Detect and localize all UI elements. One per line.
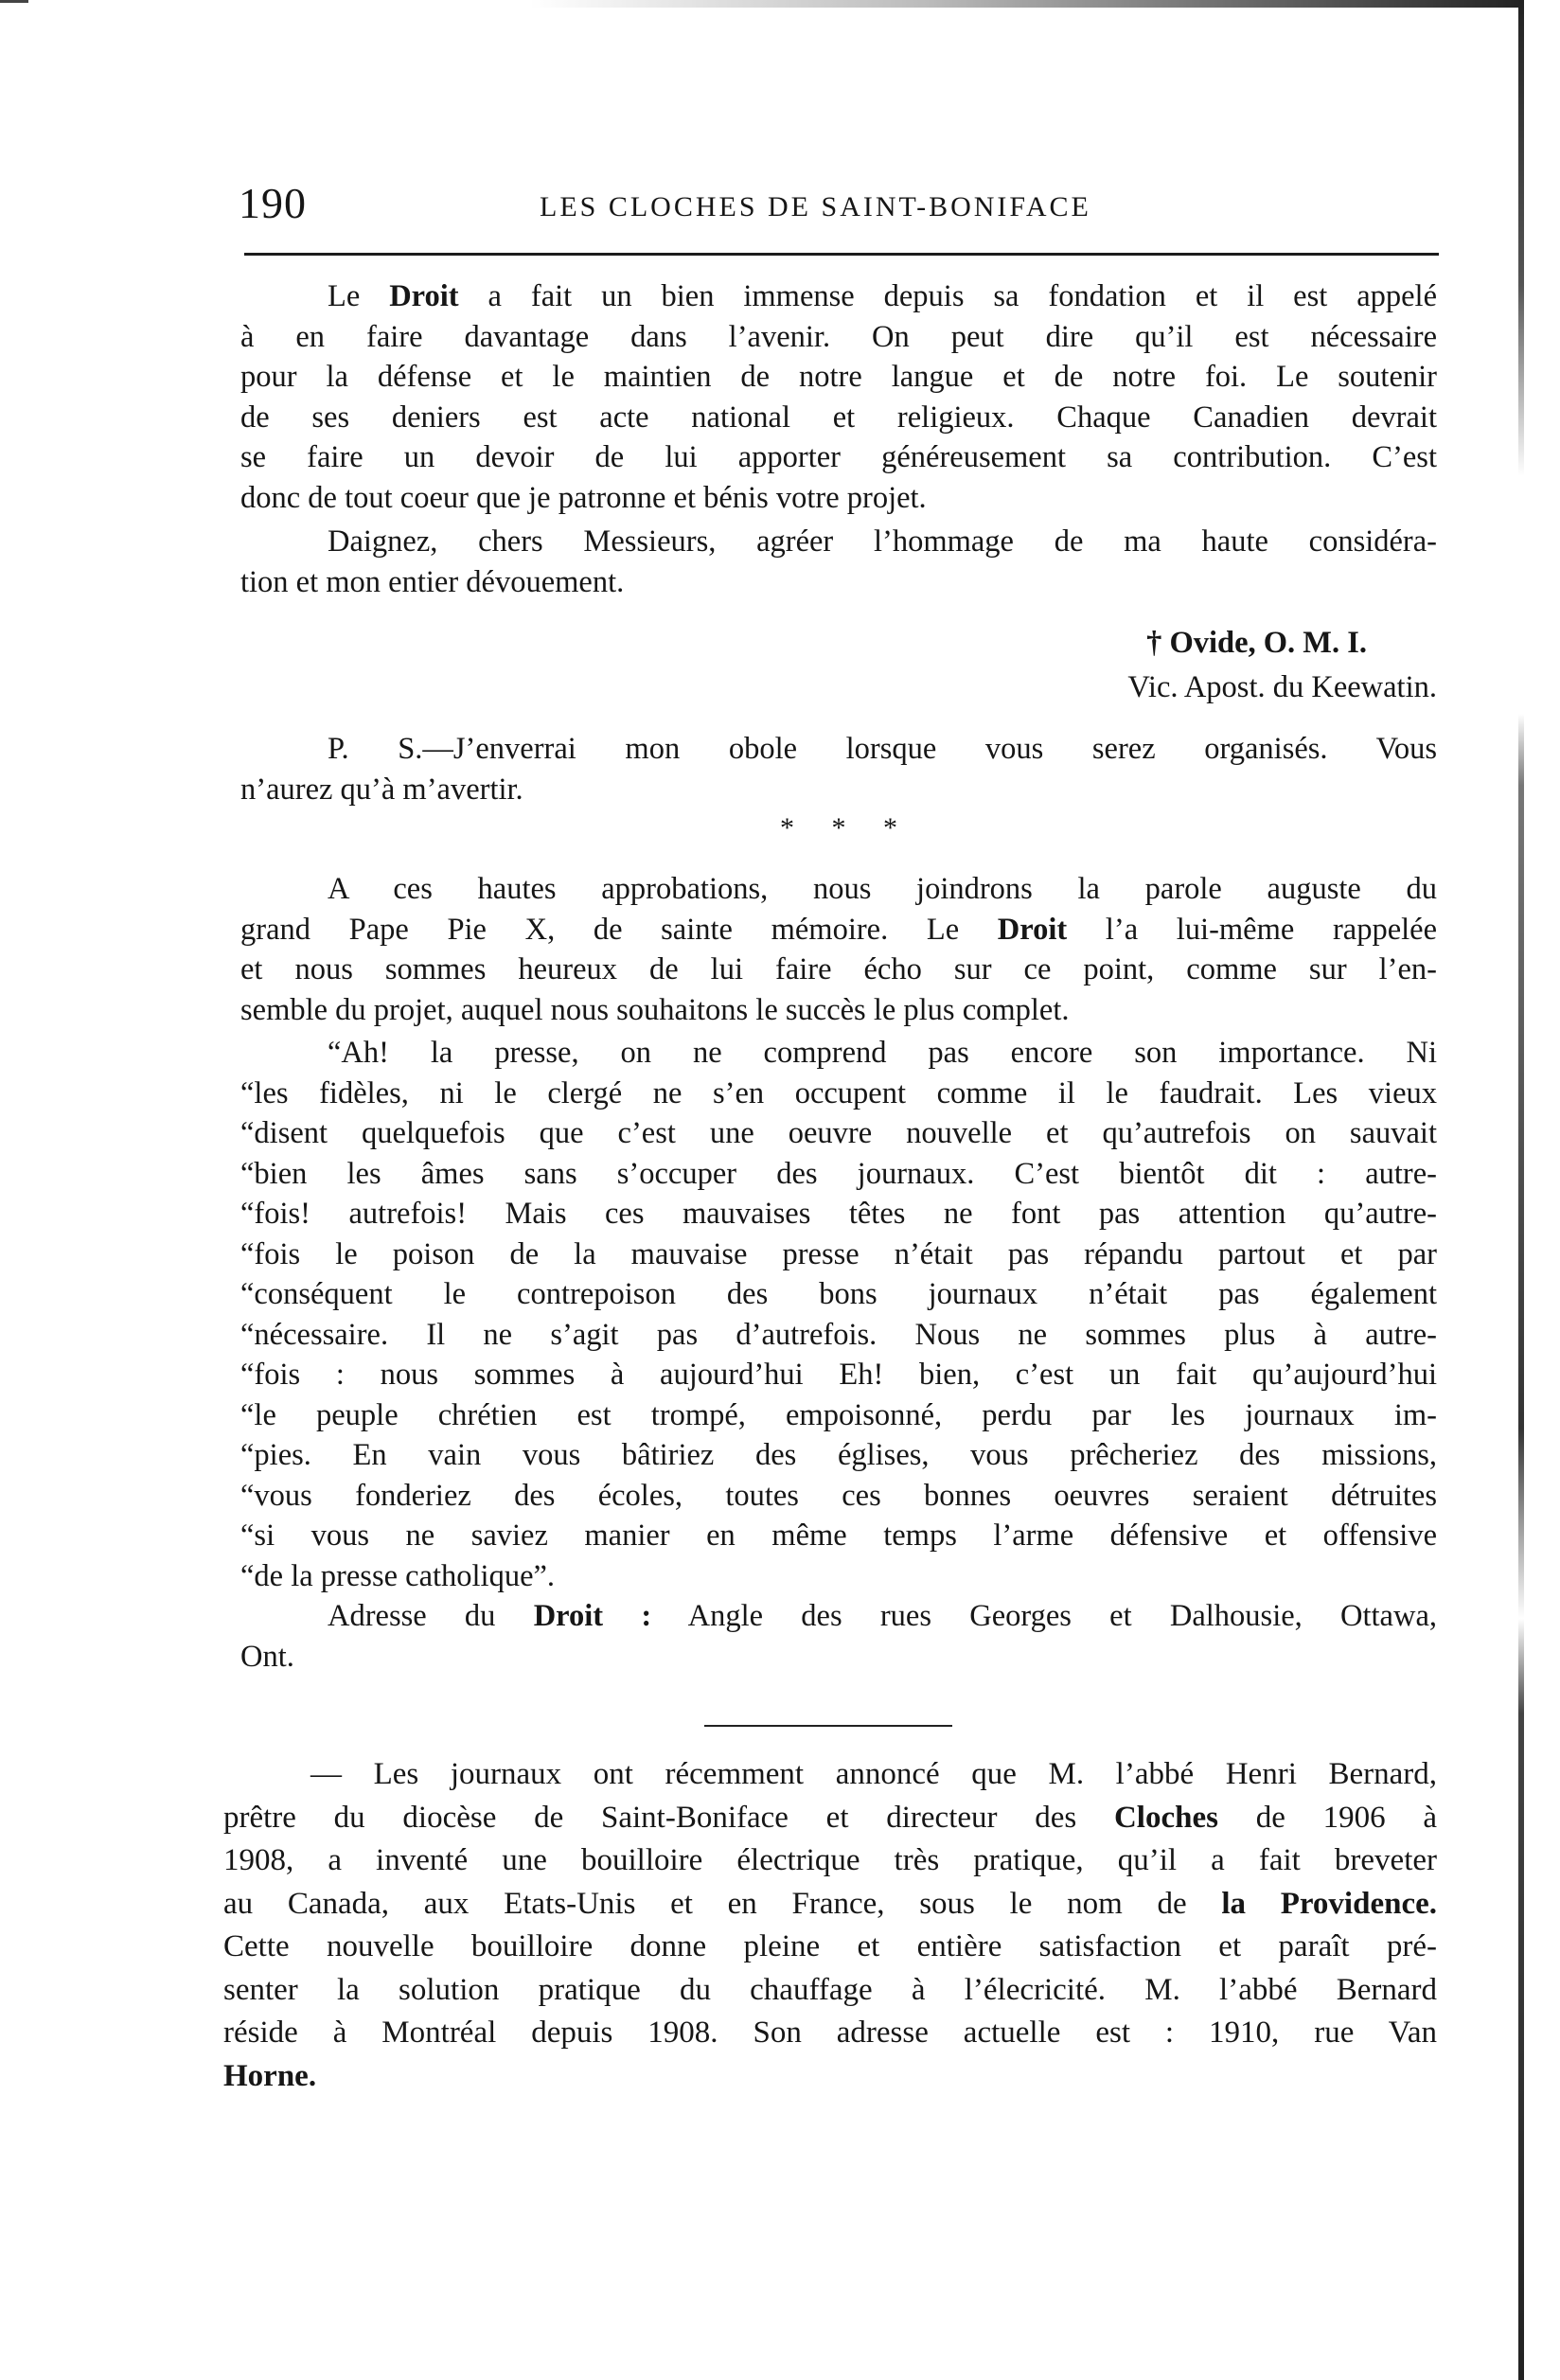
text-line: “fois le poison de la mauvaise presse n’était pas répandu partout et par <box>240 1236 1437 1271</box>
text-line: à en faire davantage dans l’avenir. On peut dire qu’il est nécessaire <box>240 319 1437 354</box>
postscript <box>240 729 1437 809</box>
text-line: semble du projet, auquel nous souhaitons le succès le plus complet. <box>240 992 1070 1027</box>
page-number: 190 <box>239 179 307 227</box>
text-line: grand Pape Pie X, de sainte mémoire. Le Droit l’a lui-même rappelée <box>240 912 1437 947</box>
text-line: au Canada, aux Etats-Unis et en France, sous le nom de la Providence. <box>223 1886 1437 1921</box>
text-line: “vous fonderiez des écoles, toutes ces bonnes oeuvres seraient détruites <box>240 1478 1437 1513</box>
text-line: et nous sommes heureux de lui faire écho sur ce point, comme sur l’en- <box>240 952 1437 986</box>
text-line: Le Droit a fait un bien immense depuis sa fondation et il est appelé <box>328 279 1437 313</box>
page-header <box>239 178 1431 235</box>
section-rule <box>704 1725 952 1727</box>
text-line: — Les journaux ont récemment annoncé que M. l’abbé Henri Bernard, <box>310 1757 1437 1791</box>
signature-title: Vic. Apost. du Keewatin. <box>1127 669 1437 704</box>
running-title: LES CLOCHES DE SAINT-BONIFACE <box>540 191 1091 222</box>
text-line: “Ah! la presse, on ne comprend pas encore son importance. Ni <box>328 1036 1437 1070</box>
text-line: “les fidèles, ni le clergé ne s’en occupent comme il le faudrait. Les vieux <box>240 1075 1437 1110</box>
signature-block <box>240 623 1437 707</box>
text-line: “bien les âmes sans s’occuper des journaux. C’est bientôt dit : autre- <box>240 1156 1437 1191</box>
text-line: se faire un devoir de lui apporter généreusement sa contribution. C’est <box>240 440 1437 474</box>
page-right-edge-shadow <box>1518 0 1524 2380</box>
text-line: tion et mon entier dévouement. <box>240 564 625 599</box>
text-line: prêtre du diocèse de Saint-Boniface et directeur des Cloches de 1906 à <box>223 1800 1437 1835</box>
text-line: Ont. <box>240 1639 294 1674</box>
text-line: senter la solution pratique du chauffage à l’élecricité. M. l’abbé Bernard <box>223 1972 1437 2007</box>
signature-name: † Ovide, O. M. I. <box>1146 626 1367 660</box>
news-item <box>223 1753 1437 2098</box>
text-line: “conséquent le contrepoison des bons journaux n’était pas également <box>240 1277 1437 1311</box>
text-line: P. S.—J’enverrai mon obole lorsque vous serez organisés. Vous <box>328 732 1437 766</box>
text-line: réside à Montréal depuis 1908. Son adresse actuelle est : 1910, rue Van <box>223 2016 1437 2050</box>
header-rule <box>244 253 1439 256</box>
text-line: Horne. <box>223 2058 317 2093</box>
text-line: 1908, a inventé une bouilloire électrique très pratique, qu’il a fait breveter <box>223 1843 1437 1877</box>
text-line: “pies. En vain vous bâtiriez des églises, vous prêcheriez des missions, <box>240 1438 1437 1472</box>
text-line: “fois : nous sommes à aujourd’hui Eh! bien, c’est un fait qu’aujourd’hui <box>240 1358 1437 1392</box>
pope-quotation-section <box>240 869 1437 1677</box>
text-line: “le peuple chrétien est trompé, empoisonné, perdu par les journaux im- <box>240 1397 1437 1432</box>
section-separator-stars: * * * <box>780 812 913 844</box>
text-line: “si vous ne saviez manier en même temps l’arme défensive et offensive <box>240 1519 1437 1553</box>
text-line: “de la presse catholique”. <box>240 1558 556 1593</box>
letter-body <box>240 276 1437 602</box>
text-line: Daignez, chers Messieurs, agréer l’hommage de ma haute considéra- <box>328 524 1437 559</box>
text-line: donc de tout coeur que je patronne et bénis votre projet. <box>240 480 927 515</box>
text-line: n’aurez qu’à m’avertir. <box>240 772 523 807</box>
text-line: “disent quelquefois que c’est une oeuvre nouvelle et qu’autrefois on sauvait <box>240 1116 1437 1150</box>
text-line: pour la défense et le maintien de notre langue et de notre foi. Le soutenir <box>240 360 1437 394</box>
text-line: “fois! autrefois! Mais ces mauvaises têtes ne font pas attention qu’autre- <box>240 1197 1437 1231</box>
text-line: Cette nouvelle bouilloire donne pleine et entière satisfaction et paraît pré- <box>223 1929 1437 1963</box>
text-line: Adresse du Droit : Angle des rues Georges et Dalhousie, Ottawa, <box>328 1599 1438 1633</box>
page-top-edge-shadow <box>530 0 1524 8</box>
scan-mark <box>0 0 28 3</box>
text-line: A ces hautes approbations, nous joindrons la parole auguste du <box>328 872 1437 906</box>
text-line: de ses deniers est acte national et religieux. Chaque Canadien devrait <box>240 400 1437 435</box>
text-line: “nécessaire. Il ne s’agit pas d’autrefois. Nous ne sommes plus à autre- <box>240 1317 1437 1352</box>
